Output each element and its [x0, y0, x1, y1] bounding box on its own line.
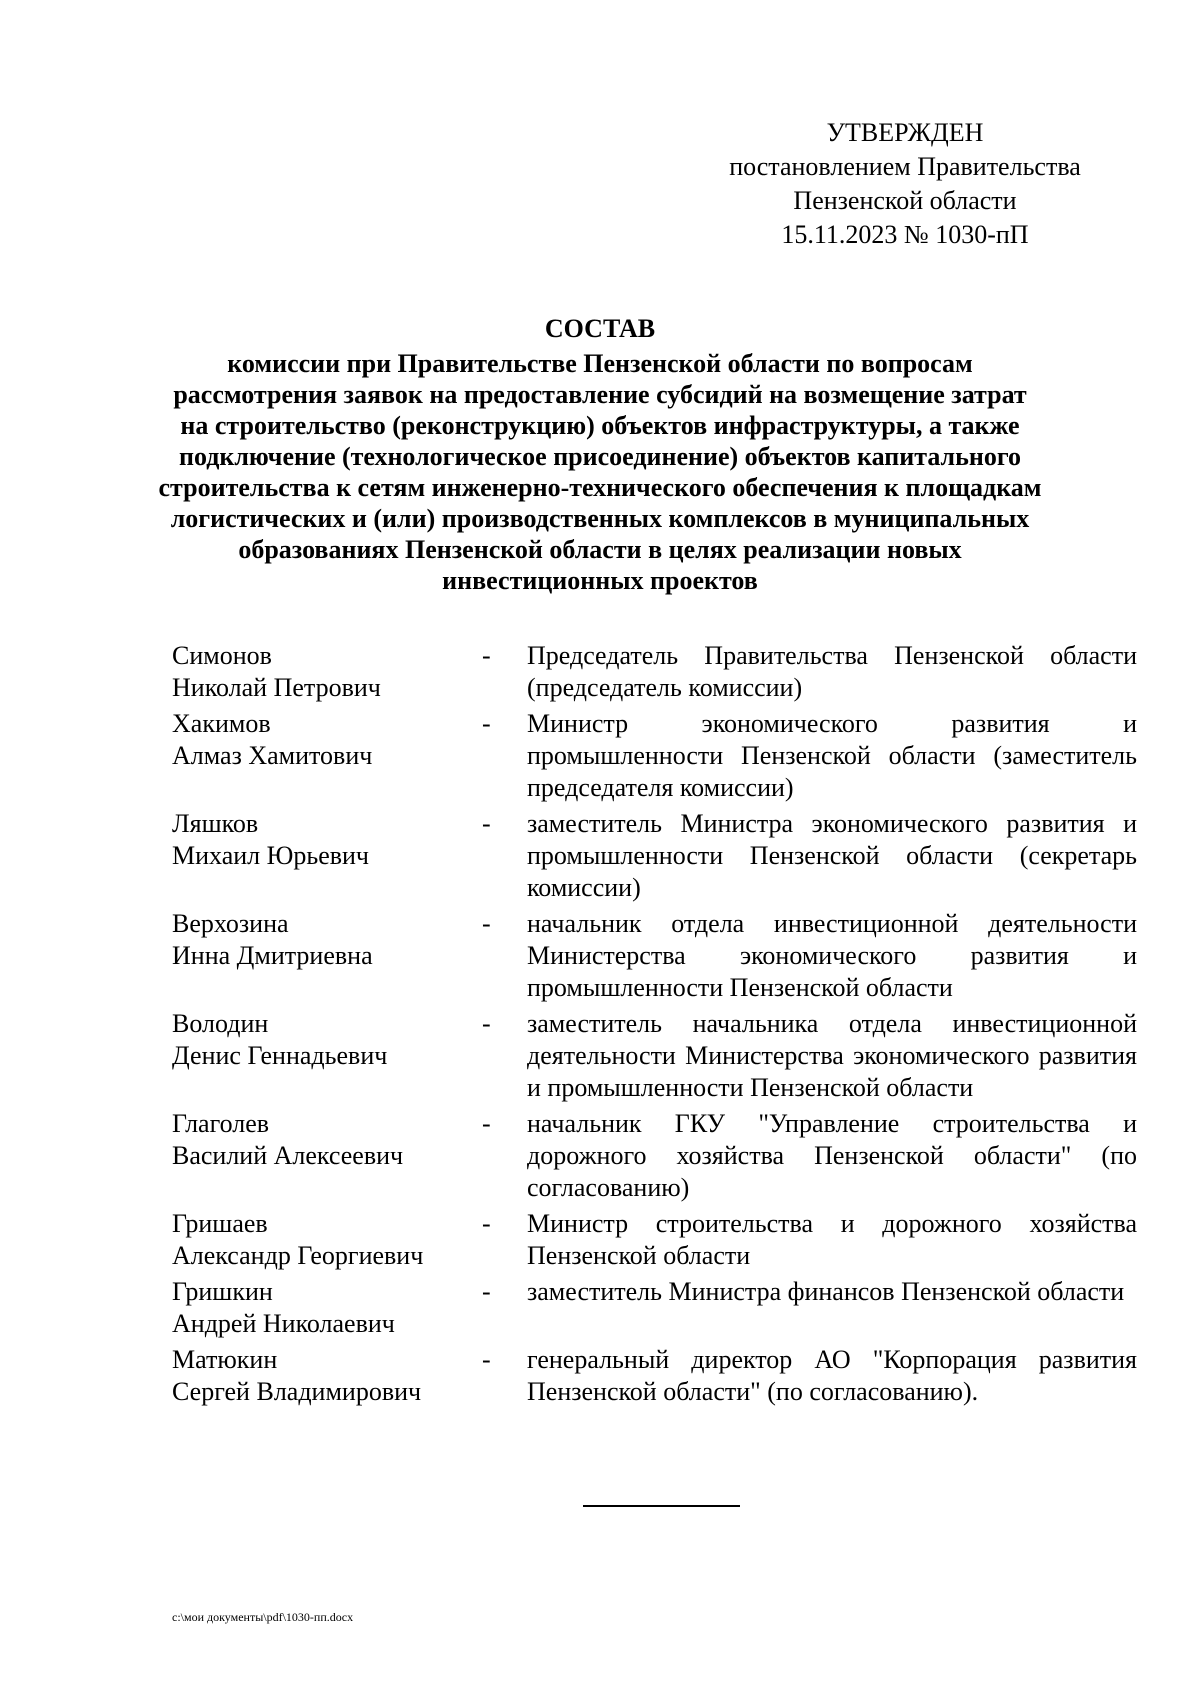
member-row	[172, 640, 1137, 704]
title-line: рассмотрения заявок на предоставление субсидий на возмещение затрат	[173, 380, 1027, 409]
approval-block	[645, 116, 1165, 252]
member-role: заместитель Министра финансов Пензенской области	[527, 1277, 1125, 1306]
member-role: начальник ГКУ "Управление строительства и дорожного хозяйства Пензенской области" (по согласованию)	[527, 1109, 1137, 1202]
member-role: начальник отдела инвестиционной деятельности Министерства экономического развития и промышленности Пензенской области	[527, 909, 1137, 1002]
member-name	[172, 640, 482, 704]
title-line: логистических и (или) производственных комплексов в муниципальных	[170, 504, 1030, 533]
member-dash: -	[482, 909, 491, 938]
member-surname: Ляшков	[172, 809, 259, 838]
member-name	[172, 1108, 482, 1204]
title-line: строительства к сетям инженерно-технического обеспечения к площадкам	[158, 473, 1042, 502]
member-role: Председатель Правительства Пензенской области (председатель комиссии)	[527, 641, 1137, 702]
member-dash: -	[482, 1277, 491, 1306]
member-given-name: Андрей Николаевич	[172, 1309, 395, 1338]
member-name	[172, 908, 482, 1004]
member-row	[172, 1276, 1137, 1340]
member-role: генеральный директор АО "Корпорация развития Пензенской области" (по согласованию).	[527, 1345, 1137, 1406]
member-surname: Матюкин	[172, 1345, 278, 1374]
member-row	[172, 1108, 1137, 1204]
member-dash: -	[482, 809, 491, 838]
member-surname: Володин	[172, 1009, 269, 1038]
member-dash: -	[482, 1345, 491, 1374]
closing-rule	[583, 1505, 740, 1507]
member-surname: Гришаев	[172, 1209, 268, 1238]
file-path-footer: c:\мои документы\pdf\1030-пп.docx	[172, 1610, 354, 1624]
member-surname: Глаголев	[172, 1109, 270, 1138]
member-name	[172, 1008, 482, 1104]
member-given-name: Михаил Юрьевич	[172, 841, 370, 870]
member-row	[172, 1344, 1137, 1408]
member-row	[172, 1208, 1137, 1272]
member-surname: Гришкин	[172, 1277, 273, 1306]
member-given-name: Николай Петрович	[172, 673, 381, 702]
approval-line: постановлением Правительства	[729, 152, 1081, 181]
member-row	[172, 808, 1137, 904]
member-given-name: Денис Геннадьевич	[172, 1041, 388, 1070]
member-role: заместитель начальника отдела инвестиционной деятельности Министерства экономического развития и промышленности Пензенской области	[527, 1009, 1137, 1102]
member-given-name: Сергей Владимирович	[172, 1377, 422, 1406]
member-dash: -	[482, 641, 491, 670]
title-heading: СОСТАВ	[544, 314, 656, 343]
member-surname: Симонов	[172, 641, 272, 670]
member-given-name: Инна Дмитриевна	[172, 941, 373, 970]
title-line: инвестиционных проектов	[442, 566, 758, 595]
member-name	[172, 708, 482, 804]
member-dash: -	[482, 1209, 491, 1238]
title-line: комиссии при Правительстве Пензенской области по вопросам	[227, 349, 973, 378]
member-surname: Верхозина	[172, 909, 289, 938]
approval-status: УТВЕРЖДЕН	[826, 118, 984, 147]
member-role: заместитель Министра экономического развития и промышленности Пензенской области (секретарь комиссии)	[527, 809, 1137, 902]
member-dash: -	[482, 1009, 491, 1038]
title-line: подключение (технологическое присоединение) объектов капитального	[178, 442, 1022, 471]
members-list	[172, 640, 1137, 1412]
member-given-name: Василий Алексеевич	[172, 1141, 404, 1170]
member-name	[172, 1344, 482, 1408]
member-name	[172, 1208, 482, 1272]
member-role: Министр строительства и дорожного хозяйства Пензенской области	[527, 1209, 1137, 1270]
member-row	[172, 708, 1137, 804]
member-surname: Хакимов	[172, 709, 271, 738]
member-dash: -	[482, 709, 491, 738]
title-line: на строительство (реконструкцию) объектов инфраструктуры, а также	[180, 411, 1020, 440]
member-role: Министр экономического развития и промышленности Пензенской области (заместитель председателя комиссии)	[527, 709, 1137, 802]
title-line: образованиях Пензенской области в целях реализации новых	[238, 535, 962, 564]
approval-date-number: 15.11.2023 № 1030-пП	[781, 220, 1029, 249]
member-name	[172, 808, 482, 904]
document-title	[150, 313, 1050, 596]
approval-line: Пензенской области	[793, 186, 1017, 215]
member-name	[172, 1276, 482, 1340]
member-dash: -	[482, 1109, 491, 1138]
member-row	[172, 908, 1137, 1004]
member-row	[172, 1008, 1137, 1104]
member-given-name: Александр Георгиевич	[172, 1241, 424, 1270]
member-given-name: Алмаз Хамитович	[172, 741, 373, 770]
